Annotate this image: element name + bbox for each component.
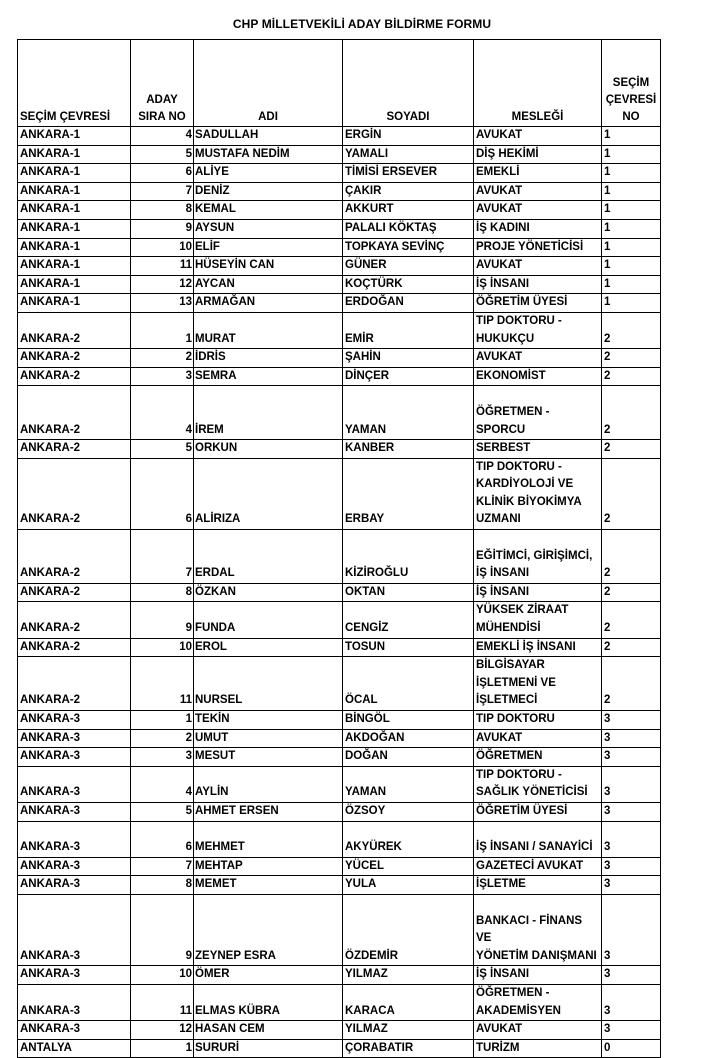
profession-line: İŞ İNSANI (476, 585, 530, 598)
table-row (18, 440, 661, 459)
surname-cell: YULA (343, 876, 474, 895)
table-row (18, 386, 661, 440)
district-cell: ANKARA-1 (18, 182, 131, 201)
table-row (18, 821, 661, 857)
table-row (18, 182, 661, 201)
profession-line: BİLGİSAYAR (476, 659, 545, 672)
district-no-cell: 2 (602, 367, 661, 386)
profession-cell (474, 275, 602, 294)
table-row (18, 294, 661, 313)
order-no-cell: 1 (131, 312, 194, 348)
district-no-cell: 0 (602, 1039, 661, 1058)
profession-line: ÖĞRETİM ÜYESİ (476, 296, 568, 309)
profession-line: AVUKAT (476, 184, 523, 197)
district-cell: ANKARA-3 (18, 876, 131, 895)
district-no-cell: 3 (602, 984, 661, 1020)
district-cell: ANKARA-2 (18, 312, 131, 348)
name-cell: UMUT (194, 729, 343, 748)
order-no-cell: 6 (131, 164, 194, 183)
table-row (18, 238, 661, 257)
profession-line: BANKACI - FİNANS VE (476, 914, 583, 945)
order-no-cell: 11 (131, 984, 194, 1020)
district-no-cell: 1 (602, 145, 661, 164)
district-cell: ANKARA-2 (18, 440, 131, 459)
profession-cell (474, 602, 602, 638)
table-row (18, 367, 661, 386)
district-cell: ANKARA-2 (18, 583, 131, 602)
surname-cell: YÜCEL (343, 857, 474, 876)
name-cell: AYSUN (194, 219, 343, 238)
district-cell: ANKARA-2 (18, 657, 131, 711)
name-cell: ÖZKAN (194, 583, 343, 602)
surname-cell: ÖZDEMİR (343, 894, 474, 965)
district-cell: ANKARA-2 (18, 530, 131, 584)
district-cell: ANKARA-3 (18, 766, 131, 802)
order-no-cell: 7 (131, 182, 194, 201)
order-no-cell: 8 (131, 201, 194, 220)
name-cell: MEHTAP (194, 857, 343, 876)
header-surname: SOYADI (343, 40, 474, 127)
profession-cell (474, 294, 602, 313)
profession-line (476, 386, 599, 404)
name-cell: ERDAL (194, 530, 343, 584)
profession-cell (474, 219, 602, 238)
table-row (18, 803, 661, 822)
name-cell: ELMAS KÜBRA (194, 984, 343, 1020)
profession-cell (474, 440, 602, 459)
district-cell: ANKARA-1 (18, 275, 131, 294)
candidate-table (17, 39, 661, 1058)
order-no-cell: 5 (131, 145, 194, 164)
profession-cell (474, 367, 602, 386)
order-no-cell: 10 (131, 638, 194, 657)
name-cell: KEMAL (194, 201, 343, 220)
table-row (18, 638, 661, 657)
profession-cell (474, 966, 602, 985)
table-row (18, 657, 661, 711)
profession-line: ÖĞRETMEN - (476, 986, 550, 999)
surname-cell: ERGİN (343, 127, 474, 146)
name-cell: ARMAĞAN (194, 294, 343, 313)
profession-cell (474, 349, 602, 368)
profession-line: PROJE YÖNETİCİSİ (476, 240, 584, 253)
table-row (18, 602, 661, 638)
order-no-cell: 4 (131, 766, 194, 802)
table-row (18, 145, 661, 164)
table-row (18, 984, 661, 1020)
table-row (18, 530, 661, 584)
order-no-cell: 3 (131, 748, 194, 767)
district-cell: ANKARA-2 (18, 349, 131, 368)
name-cell: MESUT (194, 748, 343, 767)
name-cell: MURAT (194, 312, 343, 348)
district-no-cell: 2 (602, 440, 661, 459)
table-row (18, 201, 661, 220)
name-cell: ALİYE (194, 164, 343, 183)
district-cell: ANKARA-1 (18, 238, 131, 257)
header-row (18, 40, 661, 127)
surname-cell: ÖCAL (343, 657, 474, 711)
profession-cell (474, 182, 602, 201)
header-order-no: ADAY SIRA NO (131, 40, 194, 127)
district-cell: ANKARA-1 (18, 219, 131, 238)
district-no-cell: 1 (602, 238, 661, 257)
profession-line: EMEKLİ (476, 166, 520, 179)
district-no-cell: 1 (602, 294, 661, 313)
profession-cell (474, 821, 602, 857)
order-no-cell: 2 (131, 349, 194, 368)
surname-cell: YAMAN (343, 766, 474, 802)
name-cell: MEHMET (194, 821, 343, 857)
profession-cell (474, 748, 602, 767)
surname-cell: KİZİROĞLU (343, 530, 474, 584)
district-no-cell: 1 (602, 201, 661, 220)
district-no-cell: 2 (602, 583, 661, 602)
profession-cell (474, 530, 602, 584)
district-cell: ANKARA-2 (18, 367, 131, 386)
order-no-cell: 7 (131, 857, 194, 876)
profession-line (476, 530, 599, 548)
order-no-cell: 11 (131, 257, 194, 276)
district-cell: ANKARA-3 (18, 894, 131, 965)
district-no-cell: 1 (602, 219, 661, 238)
surname-cell: DİNÇER (343, 367, 474, 386)
name-cell: SURURİ (194, 1039, 343, 1058)
table-row (18, 458, 661, 529)
district-cell: ANKARA-2 (18, 386, 131, 440)
surname-cell: YILMAZ (343, 1021, 474, 1040)
table-row (18, 857, 661, 876)
name-cell: ORKUN (194, 440, 343, 459)
profession-cell (474, 164, 602, 183)
order-no-cell: 9 (131, 602, 194, 638)
surname-cell: AKDOĞAN (343, 729, 474, 748)
name-cell: MUSTAFA NEDİM (194, 145, 343, 164)
profession-cell (474, 257, 602, 276)
profession-line: EKONOMİST (476, 369, 546, 382)
surname-cell: YILMAZ (343, 966, 474, 985)
district-no-cell: 2 (602, 386, 661, 440)
profession-line: EĞİTİMCİ, GİRİŞİMCİ, (476, 549, 593, 562)
order-no-cell: 12 (131, 1021, 194, 1040)
profession-line: AVUKAT (476, 259, 523, 272)
profession-line: UZMANI (476, 513, 521, 526)
surname-cell: PALALI KÖKTAŞ (343, 219, 474, 238)
surname-cell: DOĞAN (343, 748, 474, 767)
profession-cell (474, 657, 602, 711)
profession-line: EMEKLİ İŞ İNSANI (476, 640, 576, 653)
profession-line: TIP DOKTORU (476, 713, 555, 726)
profession-cell (474, 201, 602, 220)
district-no-cell: 2 (602, 530, 661, 584)
district-no-cell: 1 (602, 182, 661, 201)
profession-line: İŞ İNSANI (476, 567, 530, 580)
table-row (18, 966, 661, 985)
district-no-cell: 1 (602, 164, 661, 183)
surname-cell: ÇORABATIR (343, 1039, 474, 1058)
order-no-cell: 10 (131, 966, 194, 985)
order-no-cell: 1 (131, 711, 194, 730)
profession-cell (474, 729, 602, 748)
profession-line: TIP DOKTORU - (476, 768, 562, 781)
name-cell: AYCAN (194, 275, 343, 294)
name-cell: DENİZ (194, 182, 343, 201)
form-title: CHP MİLLETVEKİLİ ADAY BİLDİRME FORMU (232, 17, 492, 31)
table-row (18, 711, 661, 730)
profession-cell (474, 238, 602, 257)
district-no-cell: 3 (602, 876, 661, 895)
profession-line: AVUKAT (476, 129, 523, 141)
profession-cell (474, 1021, 602, 1040)
name-cell: AHMET ERSEN (194, 803, 343, 822)
profession-line: AKADEMİSYEN (476, 1004, 561, 1017)
order-no-cell: 2 (131, 729, 194, 748)
name-cell: MEMET (194, 876, 343, 895)
surname-cell: TOSUN (343, 638, 474, 657)
surname-cell: CENGİZ (343, 602, 474, 638)
district-no-cell: 2 (602, 638, 661, 657)
district-cell: ANKARA-1 (18, 145, 131, 164)
profession-line: İŞ İNSANI (476, 277, 530, 290)
profession-line: AVUKAT (476, 731, 523, 744)
district-cell: ANKARA-3 (18, 966, 131, 985)
table-row (18, 766, 661, 802)
district-no-cell: 3 (602, 966, 661, 985)
surname-cell: ERDOĞAN (343, 294, 474, 313)
district-no-cell: 3 (602, 894, 661, 965)
profession-cell (474, 127, 602, 146)
district-cell: ANKARA-1 (18, 127, 131, 146)
profession-line: GAZETECİ AVUKAT (476, 859, 584, 872)
header-name: ADI (194, 40, 343, 127)
district-no-cell: 3 (602, 857, 661, 876)
name-cell: FUNDA (194, 602, 343, 638)
profession-line: KLİNİK BİYOKİMYA (476, 495, 582, 508)
surname-cell: ERBAY (343, 458, 474, 529)
table-row (18, 257, 661, 276)
profession-line: İŞ İNSANI (476, 968, 530, 981)
order-no-cell: 6 (131, 458, 194, 529)
profession-line: SERBEST (476, 442, 531, 455)
profession-line: İŞLETMECİ (476, 694, 538, 707)
profession-line: SAĞLIK YÖNETİCİSİ (476, 786, 588, 799)
order-no-cell: 9 (131, 894, 194, 965)
header-district-no: SEÇİM ÇEVRESİ NO (602, 40, 661, 127)
profession-line: TIP DOKTORU - (476, 460, 562, 473)
profession-line: İŞ KADINI (476, 221, 530, 234)
district-cell: ANKARA-3 (18, 729, 131, 748)
name-cell: NURSEL (194, 657, 343, 711)
candidate-rows (18, 127, 661, 1058)
district-cell: ANTALYA (18, 1039, 131, 1058)
district-no-cell: 2 (602, 349, 661, 368)
district-no-cell: 3 (602, 748, 661, 767)
district-cell: ANKARA-3 (18, 984, 131, 1020)
profession-line: AVUKAT (476, 203, 523, 216)
profession-cell (474, 766, 602, 802)
district-no-cell: 3 (602, 1021, 661, 1040)
district-no-cell: 3 (602, 766, 661, 802)
district-no-cell: 3 (602, 711, 661, 730)
profession-line: YÜKSEK ZİRAAT (476, 604, 569, 617)
name-cell: EROL (194, 638, 343, 657)
table-row (18, 1039, 661, 1058)
name-cell: İDRİS (194, 349, 343, 368)
profession-line: TURİZM (476, 1041, 520, 1054)
order-no-cell: 5 (131, 440, 194, 459)
profession-line: İŞLETMENİ VE (476, 676, 556, 689)
name-cell: HÜSEYİN CAN (194, 257, 343, 276)
profession-cell (474, 894, 602, 965)
table-row (18, 1021, 661, 1040)
district-no-cell: 3 (602, 803, 661, 822)
order-no-cell: 13 (131, 294, 194, 313)
order-no-cell: 4 (131, 386, 194, 440)
profession-cell (474, 583, 602, 602)
table-row (18, 894, 661, 965)
header-district: SEÇİM ÇEVRESİ (18, 40, 131, 127)
name-cell: ELİF (194, 238, 343, 257)
order-no-cell: 8 (131, 876, 194, 895)
district-cell: ANKARA-3 (18, 803, 131, 822)
profession-line: TIP DOKTORU - (476, 314, 562, 327)
profession-cell (474, 857, 602, 876)
name-cell: SEMRA (194, 367, 343, 386)
profession-cell (474, 312, 602, 348)
profession-line: YÖNETİM DANIŞMANI (476, 949, 597, 962)
district-cell: ANKARA-2 (18, 602, 131, 638)
district-cell: ANKARA-3 (18, 857, 131, 876)
order-no-cell: 8 (131, 583, 194, 602)
profession-line: DİŞ HEKİMİ (476, 147, 539, 160)
district-cell: ANKARA-2 (18, 638, 131, 657)
profession-cell (474, 711, 602, 730)
order-no-cell: 6 (131, 821, 194, 857)
district-no-cell: 3 (602, 821, 661, 857)
order-no-cell: 1 (131, 1039, 194, 1058)
order-no-cell: 5 (131, 803, 194, 822)
district-cell: ANKARA-1 (18, 201, 131, 220)
order-no-cell: 7 (131, 530, 194, 584)
district-cell: ANKARA-3 (18, 1021, 131, 1040)
district-no-cell: 1 (602, 127, 661, 146)
profession-line (476, 822, 599, 840)
surname-cell: YAMAN (343, 386, 474, 440)
surname-cell: ÇAKIR (343, 182, 474, 201)
table-row (18, 748, 661, 767)
profession-cell (474, 984, 602, 1020)
district-no-cell: 2 (602, 657, 661, 711)
order-no-cell: 3 (131, 367, 194, 386)
table-row (18, 583, 661, 602)
profession-line: KARDİYOLOJİ VE (476, 478, 574, 491)
profession-line: MÜHENDİSİ (476, 622, 541, 635)
profession-line (476, 895, 599, 913)
surname-cell: KANBER (343, 440, 474, 459)
district-cell: ANKARA-1 (18, 257, 131, 276)
surname-cell: EMİR (343, 312, 474, 348)
table-row (18, 876, 661, 895)
profession-line: İŞLETME (476, 878, 526, 891)
district-no-cell: 1 (602, 257, 661, 276)
name-cell: ALİRIZA (194, 458, 343, 529)
profession-cell (474, 876, 602, 895)
name-cell: AYLİN (194, 766, 343, 802)
district-cell: ANKARA-3 (18, 711, 131, 730)
district-cell: ANKARA-1 (18, 294, 131, 313)
district-cell: ANKARA-2 (18, 458, 131, 529)
district-no-cell: 2 (602, 602, 661, 638)
name-cell: İREM (194, 386, 343, 440)
name-cell: SADULLAH (194, 127, 343, 146)
surname-cell: ŞAHİN (343, 349, 474, 368)
order-no-cell: 4 (131, 127, 194, 146)
surname-cell: KARACA (343, 984, 474, 1020)
table-row (18, 127, 661, 146)
surname-cell: AKYÜREK (343, 821, 474, 857)
profession-line: ÖĞRETİM ÜYESİ (476, 805, 568, 818)
profession-line: AVUKAT (476, 351, 523, 364)
district-no-cell: 2 (602, 312, 661, 348)
table-row (18, 275, 661, 294)
order-no-cell: 10 (131, 238, 194, 257)
profession-line: ÖĞRETMEN (476, 750, 543, 763)
profession-cell (474, 458, 602, 529)
surname-cell: AKKURT (343, 201, 474, 220)
table-row (18, 219, 661, 238)
profession-cell (474, 145, 602, 164)
order-no-cell: 12 (131, 275, 194, 294)
table-row (18, 349, 661, 368)
district-no-cell: 1 (602, 275, 661, 294)
name-cell: ÖMER (194, 966, 343, 985)
order-no-cell: 9 (131, 219, 194, 238)
district-cell: ANKARA-3 (18, 748, 131, 767)
order-no-cell: 11 (131, 657, 194, 711)
name-cell: TEKİN (194, 711, 343, 730)
surname-cell: ÖZSOY (343, 803, 474, 822)
profession-line: HUKUKÇU (476, 332, 535, 345)
profession-cell (474, 803, 602, 822)
name-cell: ZEYNEP ESRA (194, 894, 343, 965)
district-no-cell: 3 (602, 729, 661, 748)
profession-line: ÖĞRETMEN - SPORCU (476, 405, 550, 436)
profession-cell (474, 1039, 602, 1058)
district-cell: ANKARA-3 (18, 821, 131, 857)
profession-line: AVUKAT (476, 1023, 523, 1036)
table-row (18, 164, 661, 183)
table-row (18, 312, 661, 348)
header-profession: MESLEĞİ (474, 40, 602, 127)
surname-cell: YAMALI (343, 145, 474, 164)
surname-cell: TİMİSİ ERSEVER (343, 164, 474, 183)
district-cell: ANKARA-1 (18, 164, 131, 183)
profession-line: İŞ İNSANI / SANAYİCİ (476, 841, 593, 854)
surname-cell: TOPKAYA SEVİNÇ (343, 238, 474, 257)
surname-cell: KOÇTÜRK (343, 275, 474, 294)
surname-cell: OKTAN (343, 583, 474, 602)
profession-cell (474, 638, 602, 657)
surname-cell: GÜNER (343, 257, 474, 276)
profession-cell (474, 386, 602, 440)
district-no-cell: 2 (602, 458, 661, 529)
table-row (18, 729, 661, 748)
name-cell: HASAN CEM (194, 1021, 343, 1040)
surname-cell: BİNGÖL (343, 711, 474, 730)
